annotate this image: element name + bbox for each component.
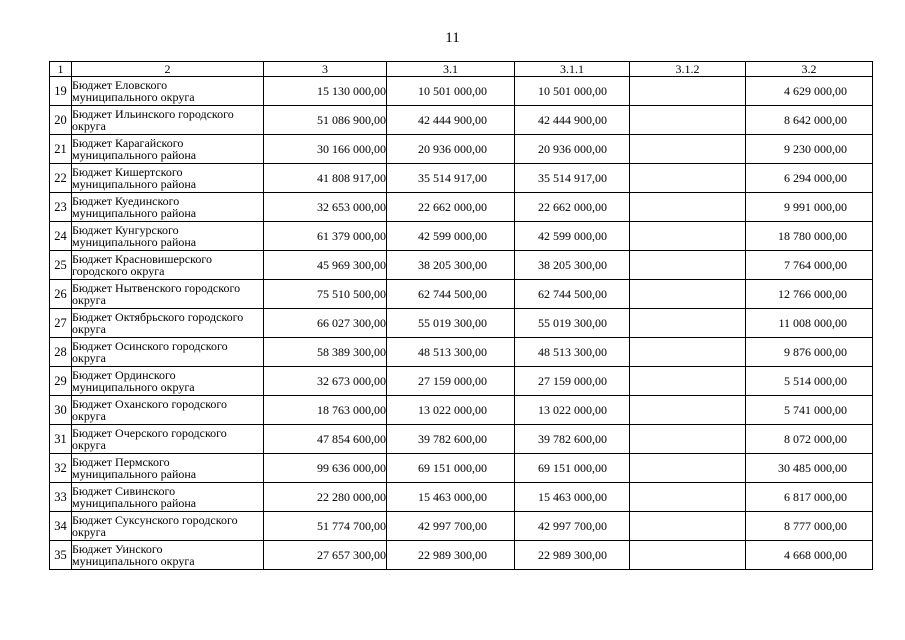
amount-3-1: 42 997 700,00 [387, 512, 515, 541]
amount-total: 45 969 300,00 [264, 251, 387, 280]
amount-3-1-1: 22 662 000,00 [515, 193, 630, 222]
amount-3-1-2 [630, 338, 746, 367]
amount-3-1: 27 159 000,00 [387, 367, 515, 396]
amount-3-2: 4 668 000,00 [746, 541, 873, 570]
row-number: 27 [50, 309, 72, 338]
budget-name-line-2: округа [72, 525, 106, 539]
amount-3-1-1: 10 501 000,00 [515, 77, 630, 106]
budget-name-line-2: муниципального района [72, 235, 197, 249]
budget-name [72, 193, 264, 222]
amount-3-1-1: 39 782 600,00 [515, 425, 630, 454]
budget-name [72, 425, 264, 454]
row-number: 30 [50, 396, 72, 425]
budget-name-line-2: муниципального округа [72, 90, 195, 104]
budget-name-line-2: муниципального района [72, 467, 197, 481]
budget-name [72, 454, 264, 483]
amount-3-1-2 [630, 425, 746, 454]
amount-3-1-1: 20 936 000,00 [515, 135, 630, 164]
budget-table [49, 61, 873, 570]
amount-3-2: 9 230 000,00 [746, 135, 873, 164]
amount-3-1: 39 782 600,00 [387, 425, 515, 454]
row-number: 32 [50, 454, 72, 483]
amount-3-1-2 [630, 280, 746, 309]
amount-3-1-2 [630, 106, 746, 135]
amount-3-1: 20 936 000,00 [387, 135, 515, 164]
amount-3-1: 42 444 900,00 [387, 106, 515, 135]
amount-total: 99 636 000,00 [264, 454, 387, 483]
budget-name-line-1: Бюджет Оханского городского [72, 397, 228, 411]
row-number: 33 [50, 483, 72, 512]
budget-name-line-1: Бюджет Уинского [72, 542, 163, 556]
budget-name-line-2: муниципального округа [72, 554, 195, 568]
amount-3-2: 9 991 000,00 [746, 193, 873, 222]
amount-3-1: 38 205 300,00 [387, 251, 515, 280]
budget-name-line-1: Бюджет Сивинского [72, 484, 176, 498]
amount-3-1-2 [630, 541, 746, 570]
budget-name [72, 338, 264, 367]
table-row [50, 251, 873, 280]
amount-3-1-1: 13 022 000,00 [515, 396, 630, 425]
column-header: 3.1.2 [630, 62, 746, 77]
budget-name-line-2: округа [72, 438, 106, 452]
amount-3-1-1: 42 599 000,00 [515, 222, 630, 251]
budget-name [72, 541, 264, 570]
amount-3-2: 4 629 000,00 [746, 77, 873, 106]
column-header: 3.1.1 [515, 62, 630, 77]
amount-total: 27 657 300,00 [264, 541, 387, 570]
table-row [50, 309, 873, 338]
amount-3-1-1: 62 744 500,00 [515, 280, 630, 309]
budget-name-line-1: Бюджет Кишертского [72, 165, 183, 179]
amount-total: 30 166 000,00 [264, 135, 387, 164]
budget-name-line-2: муниципального округа [72, 380, 195, 394]
amount-3-1: 42 599 000,00 [387, 222, 515, 251]
column-header: 3 [264, 62, 387, 77]
amount-3-2: 18 780 000,00 [746, 222, 873, 251]
budget-name-line-1: Бюджет Куединского [72, 194, 180, 208]
table-row [50, 425, 873, 454]
row-number: 35 [50, 541, 72, 570]
row-number: 31 [50, 425, 72, 454]
amount-3-1-2 [630, 251, 746, 280]
table-row [50, 164, 873, 193]
amount-total: 51 086 900,00 [264, 106, 387, 135]
amount-3-1-2 [630, 193, 746, 222]
column-header: 3.1 [387, 62, 515, 77]
row-number: 28 [50, 338, 72, 367]
amount-3-1: 22 662 000,00 [387, 193, 515, 222]
table-row [50, 483, 873, 512]
budget-name-line-1: Бюджет Карагайского [72, 136, 184, 150]
budget-name-line-1: Бюджет Октябрьского городского [72, 310, 244, 324]
budget-name-line-2: муниципального района [72, 148, 197, 162]
row-number: 29 [50, 367, 72, 396]
amount-total: 22 280 000,00 [264, 483, 387, 512]
amount-3-2: 7 764 000,00 [746, 251, 873, 280]
amount-3-1-2 [630, 454, 746, 483]
amount-3-2: 12 766 000,00 [746, 280, 873, 309]
amount-3-2: 8 072 000,00 [746, 425, 873, 454]
amount-3-1: 22 989 300,00 [387, 541, 515, 570]
budget-name [72, 396, 264, 425]
amount-3-2: 6 817 000,00 [746, 483, 873, 512]
budget-name [72, 222, 264, 251]
budget-name [72, 77, 264, 106]
table-row [50, 106, 873, 135]
amount-3-1-1: 55 019 300,00 [515, 309, 630, 338]
amount-total: 66 027 300,00 [264, 309, 387, 338]
row-number: 25 [50, 251, 72, 280]
amount-3-1: 35 514 917,00 [387, 164, 515, 193]
budget-name [72, 367, 264, 396]
table-row [50, 193, 873, 222]
amount-3-1-2 [630, 483, 746, 512]
amount-3-1: 69 151 000,00 [387, 454, 515, 483]
budget-name-line-2: округа [72, 409, 106, 423]
amount-3-1-2 [630, 77, 746, 106]
amount-3-1-1: 15 463 000,00 [515, 483, 630, 512]
row-number: 34 [50, 512, 72, 541]
amount-total: 58 389 300,00 [264, 338, 387, 367]
amount-total: 75 510 500,00 [264, 280, 387, 309]
amount-3-1: 62 744 500,00 [387, 280, 515, 309]
budget-name-line-1: Бюджет Еловского [72, 78, 168, 92]
budget-name [72, 309, 264, 338]
table-row [50, 338, 873, 367]
budget-name [72, 483, 264, 512]
amount-3-2: 6 294 000,00 [746, 164, 873, 193]
amount-3-1-1: 38 205 300,00 [515, 251, 630, 280]
budget-name-line-2: муниципального района [72, 177, 197, 191]
amount-3-1-2 [630, 396, 746, 425]
column-header: 3.2 [746, 62, 873, 77]
row-number: 23 [50, 193, 72, 222]
table-row [50, 367, 873, 396]
budget-name-line-1: Бюджет Красновишерского [72, 252, 212, 266]
budget-name-line-2: округа [72, 322, 106, 336]
amount-3-1: 55 019 300,00 [387, 309, 515, 338]
budget-name-line-2: округа [72, 351, 106, 365]
table-row [50, 541, 873, 570]
row-number: 21 [50, 135, 72, 164]
budget-name-line-2: округа [72, 293, 106, 307]
budget-name-line-1: Бюджет Очерского городского [72, 426, 227, 440]
row-number: 22 [50, 164, 72, 193]
amount-3-2: 5 514 000,00 [746, 367, 873, 396]
table-row [50, 77, 873, 106]
amount-3-1: 13 022 000,00 [387, 396, 515, 425]
amount-3-1-2 [630, 367, 746, 396]
row-number: 19 [50, 77, 72, 106]
amount-3-1-1: 48 513 300,00 [515, 338, 630, 367]
page-number: 11 [445, 30, 460, 46]
amount-3-1: 10 501 000,00 [387, 77, 515, 106]
budget-name [72, 106, 264, 135]
budget-name [72, 135, 264, 164]
amount-3-2: 8 777 000,00 [746, 512, 873, 541]
budget-name-line-2: городского округа [72, 264, 165, 278]
budget-name-line-1: Бюджет Пермского [72, 455, 170, 469]
budget-name-line-1: Бюджет Ильинского городского [72, 107, 234, 121]
amount-total: 15 130 000,00 [264, 77, 387, 106]
budget-name-line-1: Бюджет Нытвенского городского [72, 281, 241, 295]
amount-total: 41 808 917,00 [264, 164, 387, 193]
header-row [50, 62, 873, 77]
budget-name-line-1: Бюджет Кунгурского [72, 223, 179, 237]
table-row [50, 396, 873, 425]
table-row [50, 512, 873, 541]
amount-total: 18 763 000,00 [264, 396, 387, 425]
amount-3-2: 11 008 000,00 [746, 309, 873, 338]
amount-3-1: 48 513 300,00 [387, 338, 515, 367]
budget-name-line-1: Бюджет Ординского [72, 368, 176, 382]
column-header: 1 [50, 62, 72, 77]
amount-3-1-1: 42 997 700,00 [515, 512, 630, 541]
amount-3-1-2 [630, 164, 746, 193]
column-header: 2 [72, 62, 264, 77]
amount-3-2: 30 485 000,00 [746, 454, 873, 483]
budget-name-line-1: Бюджет Осинского городского [72, 339, 228, 353]
amount-3-1-2 [630, 309, 746, 338]
table-row [50, 454, 873, 483]
amount-total: 32 653 000,00 [264, 193, 387, 222]
budget-name-line-2: округа [72, 119, 106, 133]
budget-name [72, 251, 264, 280]
amount-3-1-2 [630, 512, 746, 541]
amount-3-1-2 [630, 135, 746, 164]
budget-name [72, 512, 264, 541]
budget-name-line-1: Бюджет Суксунского городского [72, 513, 238, 527]
amount-total: 51 774 700,00 [264, 512, 387, 541]
amount-3-1-1: 35 514 917,00 [515, 164, 630, 193]
amount-total: 47 854 600,00 [264, 425, 387, 454]
budget-name [72, 280, 264, 309]
row-number: 26 [50, 280, 72, 309]
table-row [50, 280, 873, 309]
amount-3-2: 8 642 000,00 [746, 106, 873, 135]
budget-name-line-2: муниципального района [72, 206, 197, 220]
amount-total: 61 379 000,00 [264, 222, 387, 251]
amount-3-1-2 [630, 222, 746, 251]
amount-total: 32 673 000,00 [264, 367, 387, 396]
budget-name-line-2: муниципального района [72, 496, 197, 510]
row-number: 20 [50, 106, 72, 135]
amount-3-1-1: 27 159 000,00 [515, 367, 630, 396]
amount-3-2: 9 876 000,00 [746, 338, 873, 367]
amount-3-1: 15 463 000,00 [387, 483, 515, 512]
amount-3-2: 5 741 000,00 [746, 396, 873, 425]
table-row [50, 135, 873, 164]
amount-3-1-1: 42 444 900,00 [515, 106, 630, 135]
amount-3-1-1: 22 989 300,00 [515, 541, 630, 570]
budget-name [72, 164, 264, 193]
table-row [50, 222, 873, 251]
row-number: 24 [50, 222, 72, 251]
amount-3-1-1: 69 151 000,00 [515, 454, 630, 483]
